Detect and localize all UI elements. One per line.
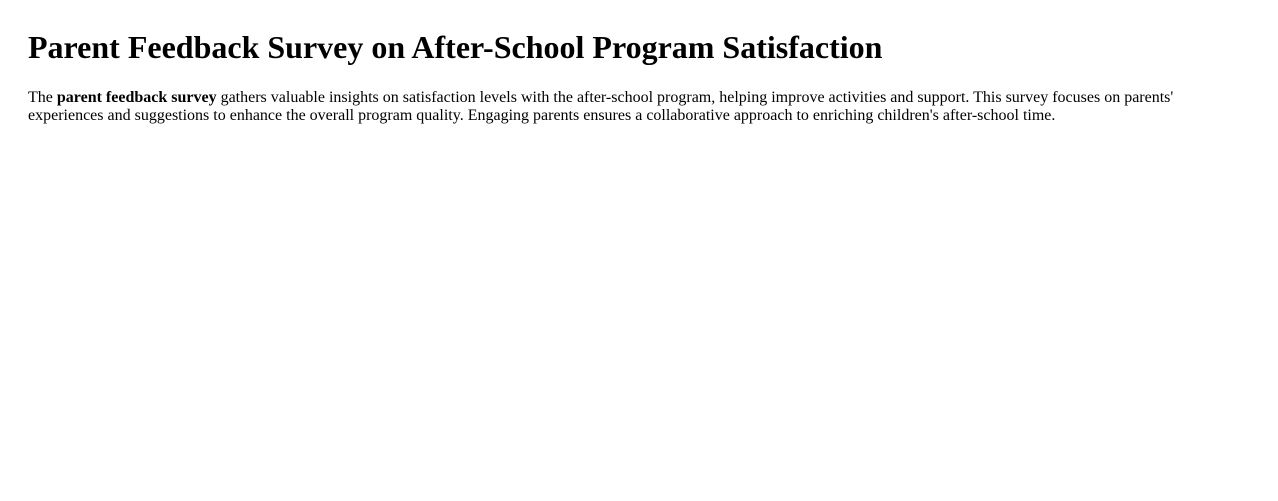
intro-rest: gathers valuable insights on satisfaction levels with the after-school program, helping improve activities and support. This survey focuses on parents' experiences and suggestions to enhance the overall program quality. Engaging parents ensures a collaborative approach to enriching children's after-school time.: [28, 89, 1174, 124]
intro-paragraph: [28, 89, 1188, 125]
intro-lead: The: [28, 89, 57, 106]
intro-emphasis: parent feedback survey: [56, 89, 217, 106]
page-title: Parent Feedback Survey on After-School Program Satisfaction: [28, 29, 883, 65]
document-page: [0, 0, 1278, 125]
